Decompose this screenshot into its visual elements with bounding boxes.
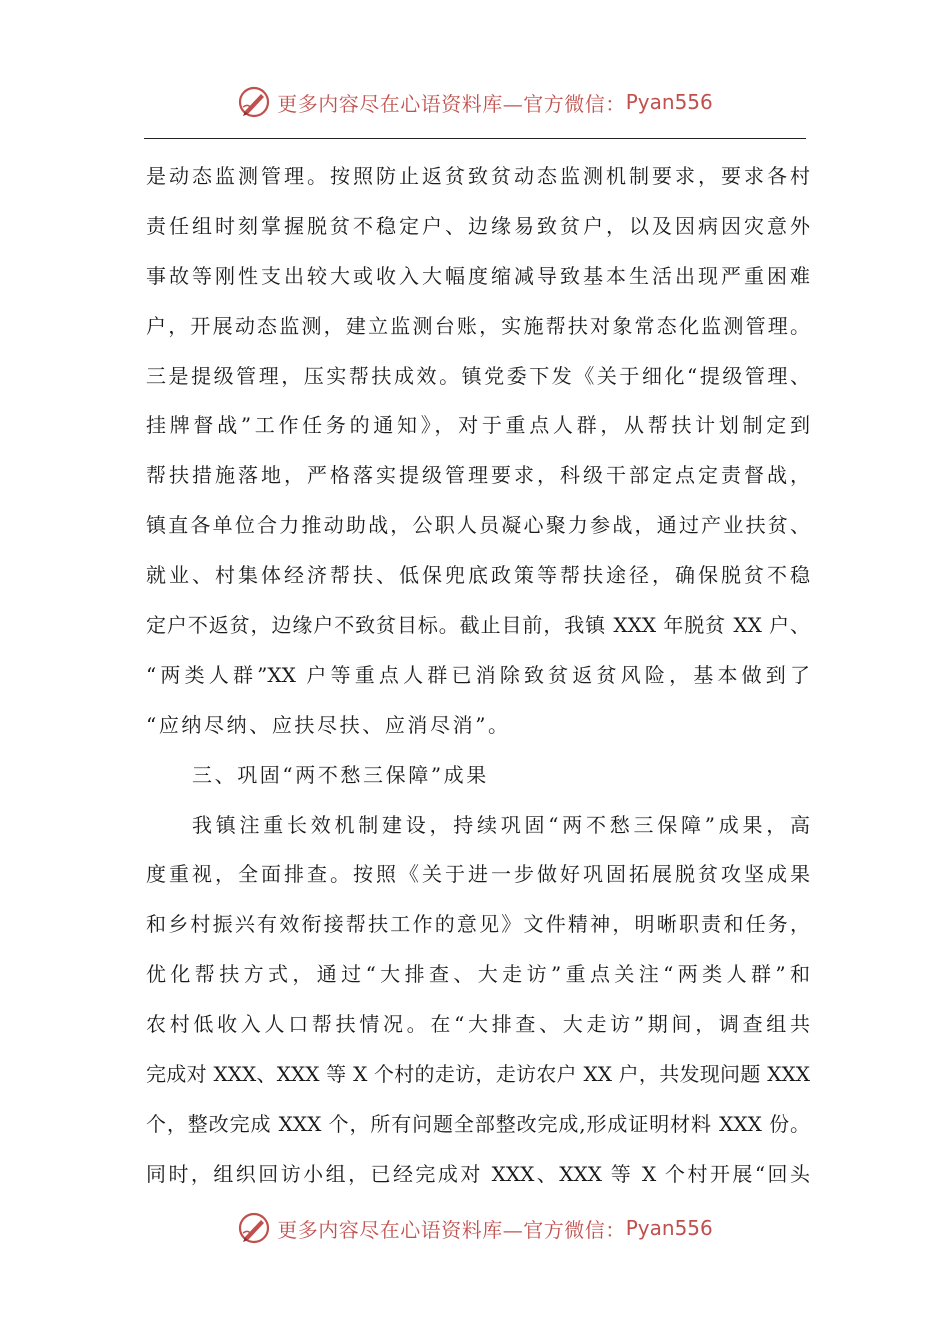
body-line: 和乡村振兴有效衔接帮扶工作的意见》文件精神，明晰职责和任务， <box>146 912 810 937</box>
pen-logo-icon <box>237 85 271 119</box>
body-line: 是动态监测管理。按照防止返贫致贫动态监测机制要求，要求各村 <box>146 164 810 188</box>
body-line: 事故等刚性支出较大或收入大幅度缩减导致基本生活出现严重困难 <box>146 263 810 288</box>
body-line: “两类人群”XX 户等重点人群已消除致贫返贫风险，基本做到了 <box>146 662 810 687</box>
body-line: 户，开展动态监测，建立监测台账，实施帮扶对象常态化监测管理。 <box>146 313 810 338</box>
document-body <box>146 152 810 1200</box>
section-heading: 三、巩固“两不愁三保障”成果 <box>192 762 489 787</box>
body-line: 镇直各单位合力推动助战，公职人员凝心聚力参战，通过产业扶贫、 <box>146 513 810 538</box>
body-line: 我镇注重长效机制建设，持续巩固“两不愁三保障”成果，高 <box>192 812 810 837</box>
body-line: 就业、村集体经济帮扶、低保兜底政策等帮扶途径，确保脱贫不稳 <box>146 563 810 588</box>
body-line: 同时，组织回访小组，已经完成对 XXX、XXX 等 X 个村开展“回头 <box>146 1161 810 1186</box>
body-line: 责任组时刻掌握脱贫不稳定户、边缘易致贫户，以及因病因灾意外 <box>146 213 810 238</box>
body-line: 定户不返贫，边缘户不致贫目标。截止目前，我镇 XXX 年脱贫 XX 户、 <box>146 613 810 638</box>
header-wechat-id: Pyan556 <box>625 90 713 114</box>
footer-banner-text: 更多内容尽在心语资料库—官方微信： <box>277 1217 626 1242</box>
body-line: “应纳尽纳、应扶尽扶、应消尽消”。 <box>146 712 511 737</box>
header-banner-text: 更多内容尽在心语资料库—官方微信： <box>277 91 626 116</box>
body-line: 优化帮扶方式，通过“大排查、大走访”重点关注“两类人群”和 <box>146 962 810 987</box>
body-line: 农村低收入人口帮扶情况。在“大排查、大走访”期间，调查组共 <box>146 1012 810 1037</box>
body-line: 度重视，全面排查。按照《关于进一步做好巩固拓展脱贫攻坚成果 <box>146 862 810 887</box>
header-divider <box>144 138 806 139</box>
body-line: 帮扶措施落地，严格落实提级管理要求，科级干部定点定责督战， <box>146 463 810 488</box>
pen-logo-icon <box>237 1211 271 1245</box>
header-banner <box>0 82 950 122</box>
body-line: 个，整改完成 XXX 个，所有问题全部整改完成,形成证明材料 XXX 份。 <box>146 1111 810 1136</box>
footer-banner <box>0 1208 950 1248</box>
footer-wechat-id: Pyan556 <box>625 1216 713 1240</box>
body-line: 三是提级管理，压实帮扶成效。镇党委下发《关于细化“提级管理、 <box>146 363 810 388</box>
body-line: 完成对 XXX、XXX 等 X 个村的走访，走访农户 XX 户，共发现问题 XXX <box>146 1062 810 1087</box>
body-line: 挂牌督战”工作任务的通知》，对于重点人群，从帮扶计划制定到 <box>146 413 810 438</box>
